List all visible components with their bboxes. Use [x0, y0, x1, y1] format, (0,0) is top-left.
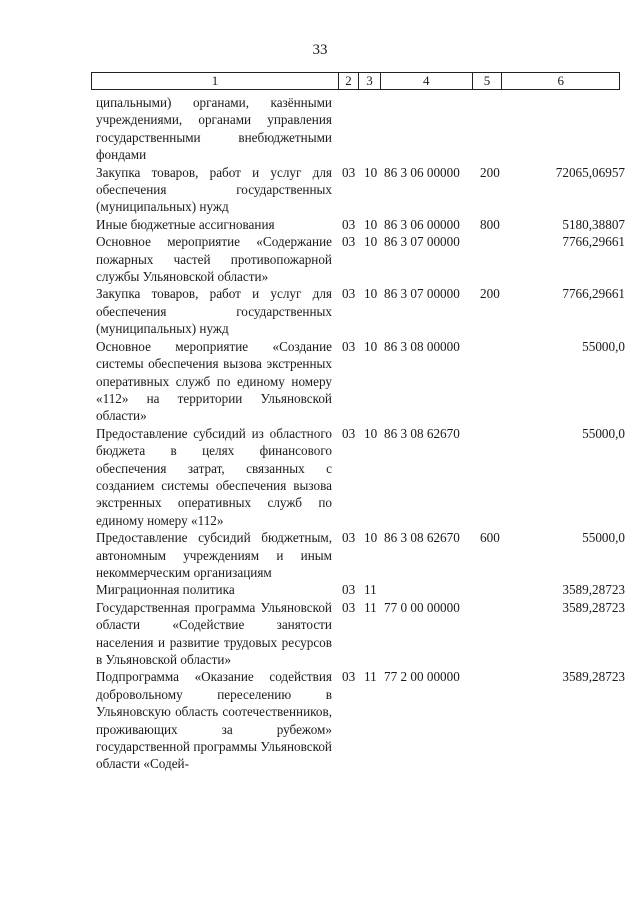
row-subsection: 11: [364, 599, 377, 615]
row-amount: 72065,06957: [555, 164, 625, 180]
row-target-code: 86 3 07 00000: [384, 234, 460, 250]
row-section: 03: [342, 234, 356, 250]
row-name: Предоставление субсидий из областного бюджета в целях финансового обеспечения затрат, связанных с созданием системы обеспечения вызова экстренных оперативных служб по единому номеру «112»: [96, 425, 332, 528]
row-section: 03: [342, 582, 356, 598]
row-name: Миграционная политика: [96, 582, 235, 598]
row-amount: 55000,0: [582, 338, 625, 354]
row-subsection: 10: [364, 286, 378, 302]
column-header-1: 1: [92, 73, 339, 89]
row-amount: 55000,0: [582, 425, 625, 441]
table-column-header: [91, 72, 620, 90]
table-row: [96, 668, 625, 772]
row-name: Государственная программа Ульяновской области «Содействие занятости населения и развитие трудовых ресурсов в Ульяновской области»: [96, 599, 332, 667]
table-row: [96, 285, 625, 337]
row-subsection: 10: [364, 338, 378, 354]
row-target-code: 86 3 07 00000: [384, 286, 460, 302]
row-name: Закупка товаров, работ и услуг для обеспечения государственных (муниципальных) нужд: [96, 164, 332, 215]
table-row: [96, 94, 616, 164]
column-header-6: 6: [557, 73, 564, 88]
row-target-code: 86 3 06 00000: [384, 164, 460, 180]
row-target-code: 86 3 08 62670: [384, 425, 460, 441]
page-number: 33: [312, 42, 328, 58]
row-subsection: 10: [364, 164, 378, 180]
row-section: 03: [342, 164, 356, 180]
row-target-code: 86 3 06 00000: [384, 216, 460, 232]
row-subsection: 10: [364, 216, 378, 232]
row-section: 03: [342, 338, 356, 354]
row-target-code: 77 2 00 00000: [384, 669, 460, 685]
row-subsection: 10: [364, 234, 378, 250]
row-section: 03: [342, 530, 356, 546]
row-target-code: 86 3 08 00000: [384, 338, 460, 354]
row-expense-type: 200: [480, 164, 500, 180]
row-name: Закупка товаров, работ и услуг для обеспечения государственных (муниципальных) нужд: [96, 286, 332, 337]
row-section: 03: [342, 286, 356, 302]
row-expense-type: 200: [480, 286, 500, 302]
row-expense-type: 600: [480, 530, 500, 546]
row-subsection: 10: [364, 530, 378, 546]
table-row: [96, 338, 625, 425]
row-amount: 3589,28723: [562, 669, 625, 685]
row-amount: 3589,28723: [562, 582, 625, 598]
column-header-5: 5: [473, 73, 503, 89]
row-section: 03: [342, 599, 356, 615]
row-subsection: 11: [364, 582, 377, 598]
row-subsection: 10: [364, 425, 378, 441]
row-amount: 55000,0: [582, 530, 625, 546]
column-header-2: 2: [339, 73, 359, 89]
row-name: Предоставление субсидий бюджетным, автономным учреждениям и иным некоммерческим организациям: [96, 530, 332, 580]
column-header-3: 3: [359, 73, 381, 89]
table-row: [96, 216, 625, 233]
row-name: Иные бюджетные ассигнования: [96, 216, 275, 232]
row-section: 03: [342, 425, 356, 441]
column-header-4: 4: [381, 73, 473, 89]
row-amount: 7766,29661: [562, 286, 625, 302]
row-section: 03: [342, 216, 356, 232]
row-expense-type: 800: [480, 216, 500, 232]
row-amount: 7766,29661: [562, 234, 625, 250]
row-section: 03: [342, 669, 356, 685]
row-target-code: 86 3 08 62670: [384, 530, 460, 546]
table-row: [96, 233, 625, 285]
table-row: [96, 581, 625, 598]
row-amount: 3589,28723: [562, 599, 625, 615]
budget-table-body: [96, 94, 625, 773]
row-name: ципальными) органами, казёнными учреждениями, органами управления государственными внебюджетными фондами: [96, 95, 332, 163]
row-name: Основное мероприятие «Содержание пожарных частей противопожарной службы Ульяновской области»: [96, 234, 332, 285]
table-row: [96, 425, 625, 529]
row-target-code: 77 0 00 00000: [384, 599, 460, 615]
row-name: Подпрограмма «Оказание содействия добровольному переселению в Ульяновскую область соотечественников, проживающих за рубежом» государственной программы Ульяновской области «Содей-: [96, 669, 332, 772]
row-name: Основное мероприятие «Создание системы обеспечения вызова экстренных оперативных служб по единому номеру «112» на территории Ульяновской области»: [96, 338, 332, 424]
table-row: [96, 529, 625, 581]
table-row: [96, 599, 625, 669]
row-amount: 5180,38807: [562, 216, 625, 232]
row-subsection: 11: [364, 669, 377, 685]
table-row: [96, 164, 625, 216]
